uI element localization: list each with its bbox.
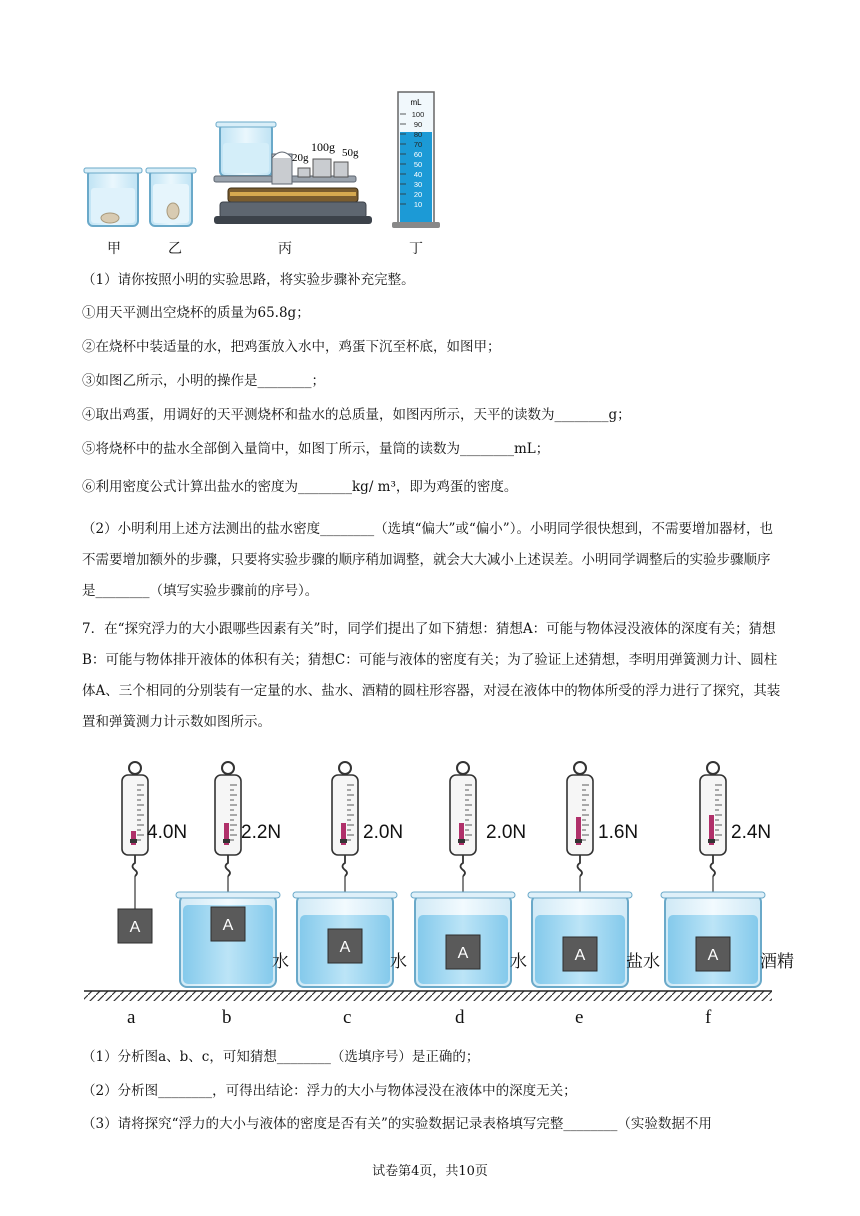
scale-pointer xyxy=(130,839,137,843)
q7-stem: 7．在“探究浮力的大小跟哪些因素有关”时，同学们提出了如下猜想：猜想A：可能与物体浸没液体的深度有关；猜想B：可能与物体排开液体的体积有关；猜想C：可能与液体的密度有关；为了验证上述猜想，李明用弹簧测力计、圆柱体A、三个相同的分别装有一定量的水、盐水、酒精的圆柱形容器，对浸在液体中的物体所受的浮力进行了探究，其装置和弹簧测力计示数如图所示。 xyxy=(82,621,781,730)
reading-a: 4.0N xyxy=(147,822,188,843)
scale-pointer xyxy=(458,839,465,843)
scale-ring xyxy=(339,762,351,774)
scale-ring xyxy=(457,762,469,774)
setup-a xyxy=(118,762,152,943)
sublabel-a: a xyxy=(127,1007,136,1028)
scale-ring xyxy=(707,762,719,774)
q6-step-2: ②在烧杯中装适量的水，把鸡蛋放入水中，鸡蛋下沉至杯底，如图甲； xyxy=(82,339,501,355)
setup-b xyxy=(176,762,280,987)
sublabel-c: c xyxy=(343,1007,352,1028)
cylinder-tick-label: 100 xyxy=(411,110,425,119)
sublabel-d: d xyxy=(455,1007,465,1028)
liquid-c: 水 xyxy=(390,952,407,972)
cylinder-tick-label: 80 xyxy=(413,130,423,139)
weight-label-100g: 100g xyxy=(311,140,335,154)
q7-question-1: （1）分析图a、b、c，可知猜想________（选填序号）是正确的； xyxy=(82,1049,480,1065)
beaker-rim xyxy=(528,892,632,898)
scale-pointer xyxy=(223,839,230,843)
beaker-rim xyxy=(293,892,397,898)
label-yi: 乙 xyxy=(168,241,182,257)
scale-ring xyxy=(222,762,234,774)
top-experiment-figure xyxy=(80,88,460,248)
liquid-b: 水 xyxy=(272,952,289,972)
beaker-rim xyxy=(411,892,515,898)
setup-f xyxy=(661,762,765,987)
scale-hook xyxy=(133,855,138,876)
cylinder-tick-label: 60 xyxy=(413,150,423,159)
label-jia: 甲 xyxy=(107,241,121,257)
reading-d: 2.0N xyxy=(486,822,527,843)
cylinder-tick-label: 70 xyxy=(413,140,423,149)
beaker-rim xyxy=(661,892,765,898)
block-label: A xyxy=(574,947,586,964)
reading-e: 1.6N xyxy=(598,822,639,843)
scale-hook xyxy=(226,855,231,876)
q6-part1-title: （1）请你按照小明的实验思路，将实验步骤补充完整。 xyxy=(82,272,415,288)
label-bing: 丙 xyxy=(278,241,292,257)
scale-hook xyxy=(461,855,466,876)
cylinder-tick-label: 10 xyxy=(413,200,423,209)
liquid-e: 盐水 xyxy=(626,952,660,972)
scale-ring xyxy=(574,762,586,774)
egg-suspended xyxy=(167,203,179,219)
setup-d xyxy=(411,762,515,987)
sublabel-b: b xyxy=(222,1007,232,1028)
q6-step-5: ⑤将烧杯中的盐水全部倒入量筒中，如图丁所示，量筒的读数为________mL； xyxy=(82,441,550,457)
egg-sunk xyxy=(101,213,119,223)
scale-pointer xyxy=(340,839,347,843)
cylinder-tick-label: 30 xyxy=(413,180,423,189)
liquid-d: 水 xyxy=(510,952,527,972)
ground-hatch xyxy=(84,991,772,1001)
scale-pointer xyxy=(575,839,582,843)
scale-hook xyxy=(343,855,348,876)
cylinder-tick-label: 50 xyxy=(413,160,423,169)
block-label: A xyxy=(129,919,141,936)
beaker-yi xyxy=(146,168,196,226)
reading-c: 2.0N xyxy=(363,822,404,843)
q6-step-6: ⑥利用密度公式计算出盐水的密度为________kg/ m³，即为鸡蛋的密度。 xyxy=(82,479,518,495)
balance-bing xyxy=(214,122,372,224)
beaker-rim xyxy=(176,892,280,898)
setup-c xyxy=(293,762,397,987)
beaker-jia xyxy=(84,168,142,226)
sublabel-f: f xyxy=(705,1007,712,1028)
q7-buoyancy-figure xyxy=(80,755,780,1035)
reading-b: 2.2N xyxy=(241,822,282,843)
q6-part2: （2）小明利用上述方法测出的盐水密度________（选填“偏大”或“偏小”）。小明同学很快想到，不需要增加器材，也不需要增加额外的步骤，只要将实验步骤的顺序稍加调整，就会大大减小上述误差。小明同学调整后的实验步骤顺序是________（填写实验步骤前的序号）。 xyxy=(82,521,773,599)
sublabel-e: e xyxy=(575,1007,584,1028)
block-label: A xyxy=(339,939,351,956)
weight-label-20g: 20g xyxy=(292,152,309,164)
q6-step-1: ①用天平测出空烧杯的质量为65.8g； xyxy=(82,305,310,321)
reading-f: 2.4N xyxy=(731,822,772,843)
block-label: A xyxy=(457,945,469,962)
weight-label-50g: 50g xyxy=(342,147,359,159)
q6-step-3: ③如图乙所示，小明的操作是________； xyxy=(82,373,325,389)
scale-pointer xyxy=(708,839,715,843)
scale-hook xyxy=(711,855,716,876)
block-label: A xyxy=(222,917,234,934)
cylinder-tick-label: 20 xyxy=(413,190,423,199)
cylinder-tick-label: 90 xyxy=(413,120,423,129)
block-label: A xyxy=(707,947,719,964)
liquid-f: 酒精 xyxy=(760,952,794,972)
q7-question-3: （3）请将探究“浮力的大小与液体的密度是否有关”的实验数据记录表格填写完整________（实验数据不用 xyxy=(82,1116,712,1132)
cylinder-tick-label: 40 xyxy=(413,170,423,179)
setup-e xyxy=(528,762,632,987)
label-ding: 丁 xyxy=(409,241,423,257)
q6-step-4: ④取出鸡蛋，用调好的天平测烧杯和盐水的总质量，如图丙所示，天平的读数为________g； xyxy=(82,407,631,423)
cylinder-unit: mL xyxy=(410,98,422,107)
scale-hook xyxy=(578,855,583,876)
page-footer: 试卷第4页，共10页 xyxy=(372,1164,488,1179)
q7-question-2: （2）分析图________，可得出结论：浮力的大小与物体浸没在液体中的深度无关； xyxy=(82,1083,577,1099)
scale-ring xyxy=(129,762,141,774)
